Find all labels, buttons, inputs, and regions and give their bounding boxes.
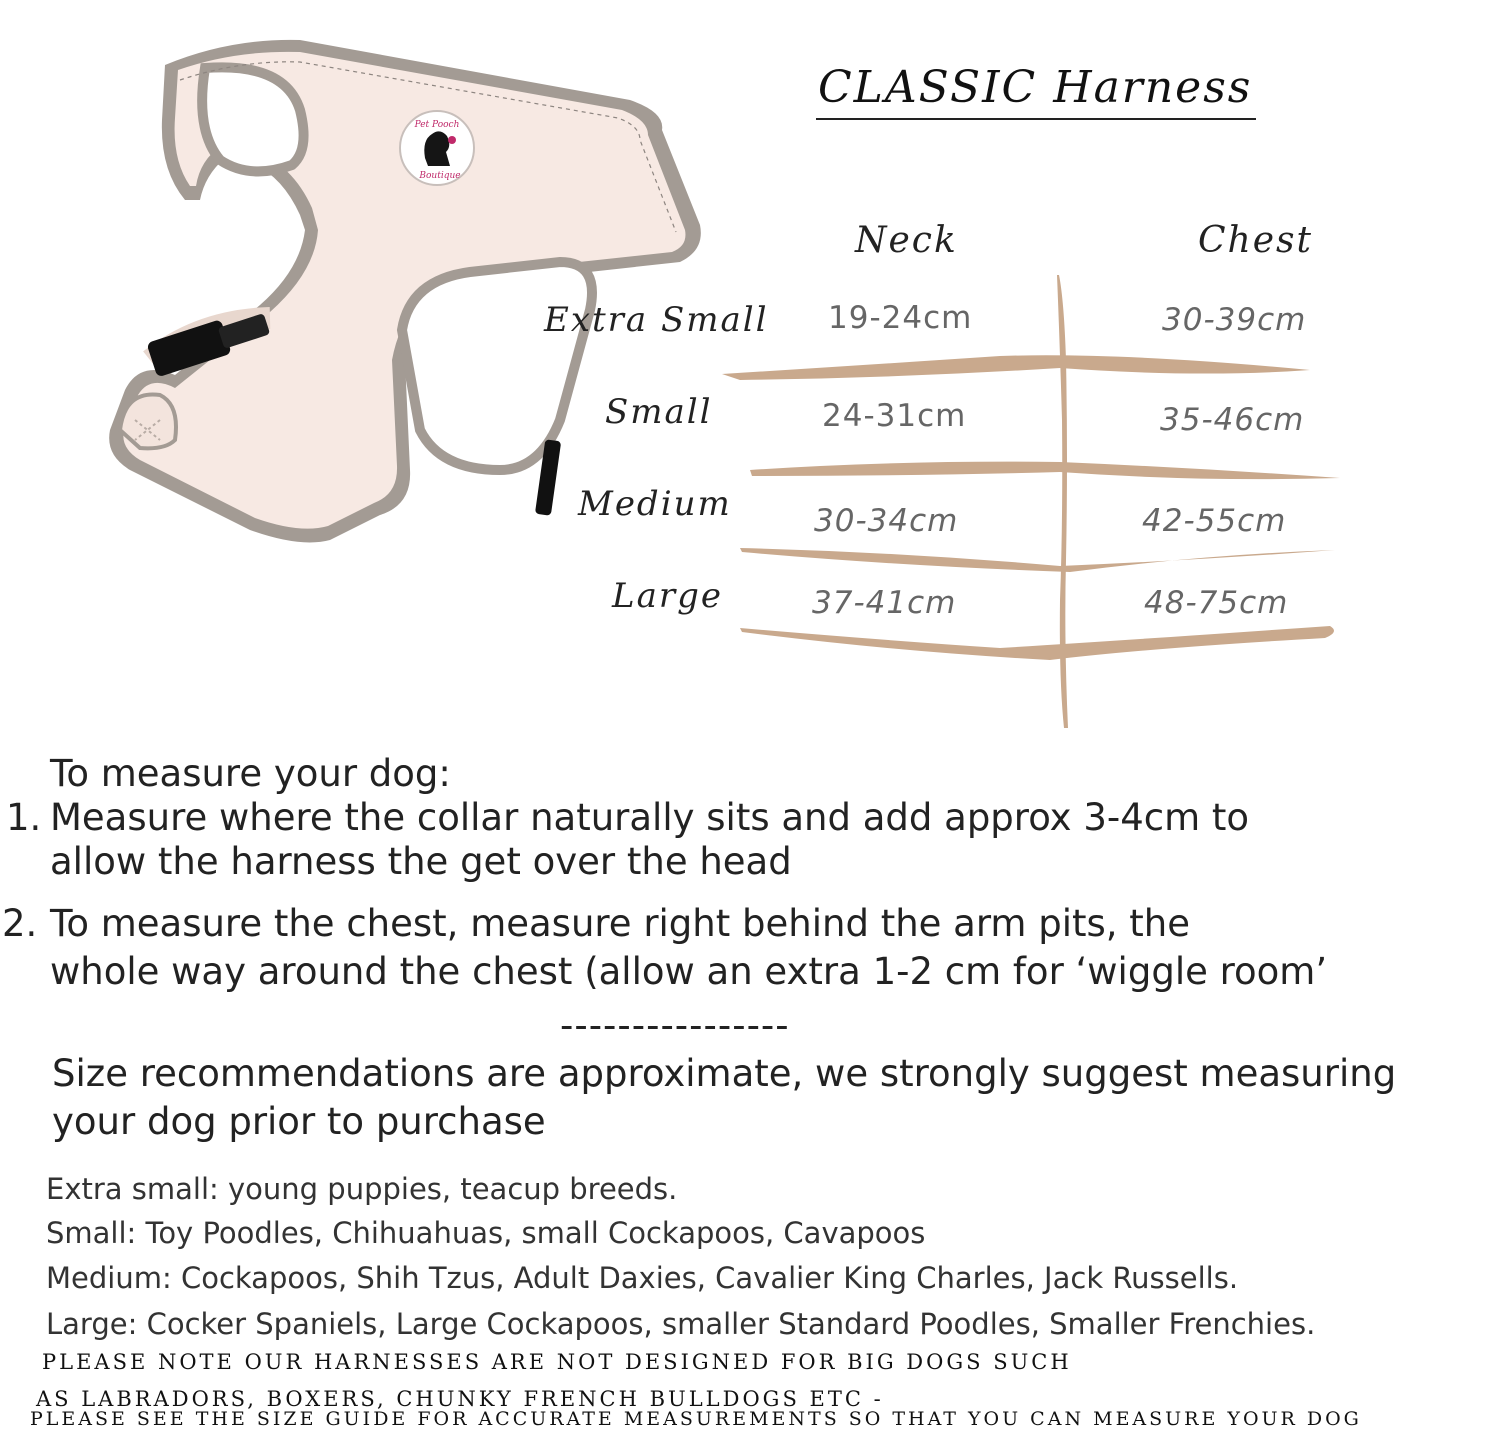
cell-large-neck: 37-41cm	[812, 585, 957, 621]
table-row-divider-3	[740, 548, 1335, 572]
row-label-small: Small	[605, 392, 713, 432]
cell-medium-neck: 30-34cm	[814, 503, 959, 539]
column-header-chest: Chest	[1198, 220, 1313, 261]
footer-note-line-1: PLEASE NOTE OUR HARNESSES ARE NOT DESIGNED FOR BIG DOGS SUCH	[42, 1350, 1072, 1374]
row-label-large: Large	[612, 576, 723, 616]
step-1-line-1: Measure where the collar naturally sits and add approx 3-4cm to	[50, 796, 1250, 839]
section-divider: ----------------	[560, 1004, 790, 1047]
cell-medium-chest: 42-55cm	[1142, 503, 1287, 539]
cell-large-chest: 48-75cm	[1144, 585, 1289, 621]
cell-small-chest: 35-46cm	[1160, 402, 1305, 438]
table-row-divider-1	[722, 355, 1310, 380]
footer-note-line-3: PLEASE SEE THE SIZE GUIDE FOR ACCURATE MEASUREMENTS SO THAT YOU CAN MEASURE YOUR DOG	[30, 1408, 1362, 1430]
breed-large: Large: Cocker Spaniels, Large Cockapoos, smaller Standard Poodles, Smaller Frenchies.	[46, 1307, 1316, 1341]
step-1-line-2: allow the harness the get over the head	[50, 840, 792, 883]
step-2-line-1: To measure the chest, measure right behind the arm pits, the	[50, 902, 1191, 945]
cell-small-neck: 24-31cm	[822, 398, 967, 434]
row-label-extra-small: Extra Small	[544, 300, 769, 340]
size-note-line-1: Size recommendations are approximate, we strongly suggest measuring	[52, 1052, 1397, 1095]
step-2-line-2: whole way around the chest (allow an extra 1-2 cm for ‘wiggle room’	[50, 950, 1328, 993]
breed-extra-small: Extra small: young puppies, teacup breeds.	[46, 1172, 678, 1206]
table-row-divider-2	[750, 462, 1340, 479]
page-title: CLASSIC Harness	[818, 62, 1253, 113]
size-note-line-2: your dog prior to purchase	[52, 1100, 546, 1143]
title-underline	[816, 118, 1256, 120]
instructions-heading: To measure your dog:	[50, 752, 451, 795]
cell-extra-small-neck: 19-24cm	[828, 300, 973, 336]
step-1-number: 1.	[6, 796, 42, 839]
column-header-neck: Neck	[855, 220, 958, 261]
breed-medium: Medium: Cockapoos, Shih Tzus, Adult Daxies, Cavalier King Charles, Jack Russells.	[46, 1261, 1239, 1295]
logo-text-bottom: Boutique	[419, 171, 461, 181]
table-vertical-divider	[1057, 275, 1068, 728]
footer-note-line-2: AS LABRADORS, BOXERS, CHUNKY FRENCH BULLDOGS ETC -	[36, 1387, 884, 1411]
table-row-divider-4	[740, 626, 1334, 660]
breed-small: Small: Toy Poodles, Chihuahuas, small Cockapoos, Cavapoos	[46, 1216, 926, 1250]
logo-text-top: Pet Pooch	[414, 120, 460, 130]
cell-extra-small-chest: 30-39cm	[1162, 302, 1307, 338]
step-2-number: 2.	[2, 902, 38, 945]
row-label-medium: Medium	[578, 484, 732, 524]
